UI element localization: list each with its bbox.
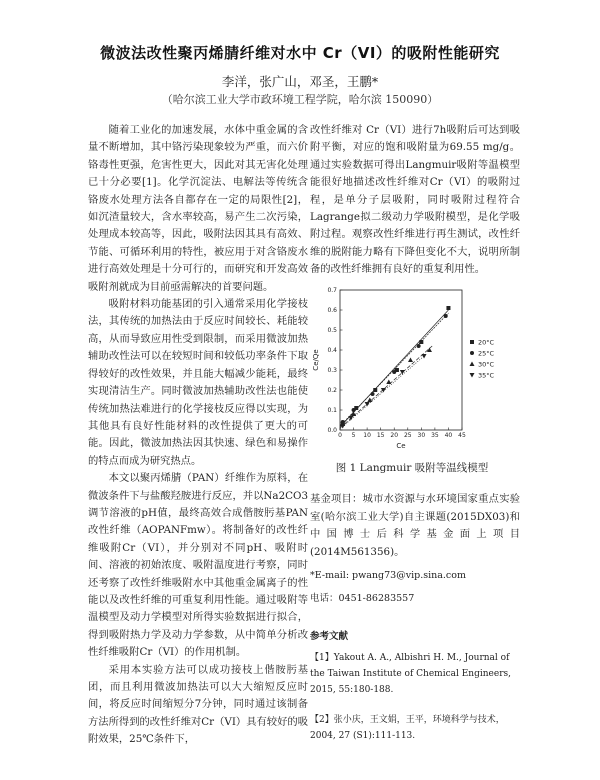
y-tick-label: 0.1	[327, 407, 337, 414]
plot-frame	[340, 290, 462, 430]
y-tick-label: 0.7	[327, 287, 337, 294]
fit-line	[340, 356, 424, 429]
x-tick-label: 15	[376, 432, 385, 439]
paper-title: 微波法改性聚丙烯腈纤维对水中 Cr（VI）的吸附性能研究	[100, 44, 500, 62]
contact-email: *E-mail: pwang73@vip.sina.com	[310, 570, 466, 581]
data-point	[371, 392, 375, 396]
x-tick-label: 5	[351, 432, 356, 439]
body-paragraph: 本文以聚丙烯腈（PAN）纤维作为原料，在微波条件下与盐酸羟胺进行反应，并以Na2CO3调节溶液的pH值，最终高效合成偕胺肟基PAN改性纤维（AOPANFmw）。将制备好的改性纤维吸附Cr（VI），并分别对不同pH、吸附时间、溶液的初始浓度、吸附温度进行考察，同时还考察了改性纤维吸附水中其他重金属离子的性能以及改性纤维的可重复利用性能。通过吸附等温模型及动力学模型对所得实验数据进行拟合，得到吸附热力学及动力学参数，从中简单分析改性纤维吸附Cr（VI）的作用机制。	[88, 472, 308, 659]
y-axis-label: Ce/Qe	[312, 349, 320, 371]
x-tick-label: 45	[458, 432, 466, 439]
data-point	[417, 344, 421, 348]
legend-label: 30°C	[478, 360, 495, 369]
legend-marker	[470, 362, 475, 367]
data-point	[408, 358, 413, 363]
y-tick-label: 0.6	[327, 307, 337, 314]
body-paragraph: 改性纤维对 Cr（VI）进行7h吸附后可达到吸附平衡，对应的饱和吸附量为69.55 mg/g。通过实验数据可得出Langmuir吸附等温模型能很好地描述改性纤维对Cr（VI）的吸附过程，是单分子层吸附，同时吸附过程符合Lagrange拟二级动力学吸附模型，是化学吸附过程。观察改性纤维进行再生测试，改性纤维的脱附能力略有下降但变化不大，说明所制备的改性纤维拥有良好的重复利用性。	[310, 124, 520, 276]
x-tick-label: 35	[431, 432, 439, 439]
data-point	[419, 340, 423, 344]
contact-phone: 电话：0451-86283557	[310, 593, 415, 604]
x-tick-label: 30	[417, 432, 426, 439]
y-tick-label: 0.3	[327, 367, 337, 374]
legend-marker	[470, 373, 475, 378]
data-point	[386, 380, 391, 385]
x-tick-label: 10	[363, 432, 371, 439]
reference-item: 【1】Yakout A. A., Albishri H. M., Journal of the Taiwan Institute of Chemical Engineers, 2015, 55:180-188.	[310, 653, 511, 695]
right-column	[310, 122, 520, 279]
data-point	[446, 306, 450, 310]
reference-item: 【2】张小庆，王文娟，王平，环境科学与技术，2004, 27 (S1):111-113.	[310, 715, 505, 741]
left-column	[88, 122, 308, 749]
langmuir-chart-svg	[312, 282, 512, 450]
x-tick-label: 20	[390, 432, 399, 439]
affiliation: （哈尔滨工业大学市政环境工程学院，哈尔滨 150090）	[161, 93, 439, 106]
legend-marker	[470, 351, 474, 355]
data-point	[381, 388, 386, 393]
funding-note: 基金项目：城市水资源与水环境国家重点实验室(哈尔滨工业大学)自主课题(2015DX03)和中国博士后科学基金面上项目(2014M561356)。	[310, 493, 520, 558]
x-tick-label: 0	[338, 432, 342, 439]
legend-label: 35°C	[478, 371, 495, 380]
data-point	[392, 370, 396, 374]
x-tick-label: 40	[444, 432, 453, 439]
legend-label: 25°C	[478, 349, 495, 358]
legend-marker	[470, 340, 474, 344]
x-tick-label: 25	[403, 432, 412, 439]
references-heading: 参考文献	[310, 631, 349, 642]
body-paragraph: 采用本实验方法可以成功接枝上偕胺肟基团，而且利用微波加热法可以大大缩短反应时间，将反应时间缩短分7分钟，同时通过该制备方法所得到的改性纤维对Cr（VI）具有较好的吸附效果，25℃条件下，	[88, 663, 308, 746]
author-list: 李洋，张广山，邓圣，王鹏*	[221, 74, 379, 89]
x-axis-label: Ce	[396, 442, 406, 450]
data-point	[352, 408, 356, 412]
body-paragraph: 随着工业化的加速发展，水体中重金属的含量不断增加，其中铬污染现象较为严重，而六价铬毒性更强，危害性更大，因此对其无害化处理已十分必要[1]。化学沉淀法、电解法等传统含铬废水处理方法各自都存在一定的局限性[2]，如沉渣量较大，含水率较高，易产生二次污染，处理成本较高等，因此，吸附法因其具有高效、节能、可循环利用的特性，被应用于对含铬废水进行高效处理是十分可行的，而研究和开发高效吸附剂就成为目前亟需解决的首要问题。	[88, 124, 308, 293]
figure-caption: 图 1 Langmuir 吸附等温线模型	[335, 462, 489, 474]
body-paragraph: 吸附材料功能基团的引入通常采用化学接枝法，其传统的加热法由于反应时间较长、耗能较高，从而导致应用性受到限制，而采用微波加热辅助改性法可以在较短时间和较低功率条件下取得较好的改性效果，并且能大幅减少能耗，最终实现清洁生产。同时微波加热辅助改性法也能使传统加热法难进行的化学接枝反应得以实现，为其他具有良好性能材料的改性提供了更大的可能。因此，微波加热法因其快速、绿色和易操作的特点而成为研究热点。	[88, 298, 308, 467]
langmuir-chart	[312, 282, 512, 450]
y-tick-label: 0.0	[327, 427, 337, 434]
y-tick-label: 0.2	[327, 387, 337, 394]
y-tick-label: 0.4	[327, 347, 337, 354]
data-point	[422, 354, 427, 359]
data-point	[444, 314, 448, 318]
legend-label: 20°C	[478, 338, 495, 347]
data-point	[373, 388, 377, 392]
y-tick-label: 0.5	[327, 327, 337, 334]
